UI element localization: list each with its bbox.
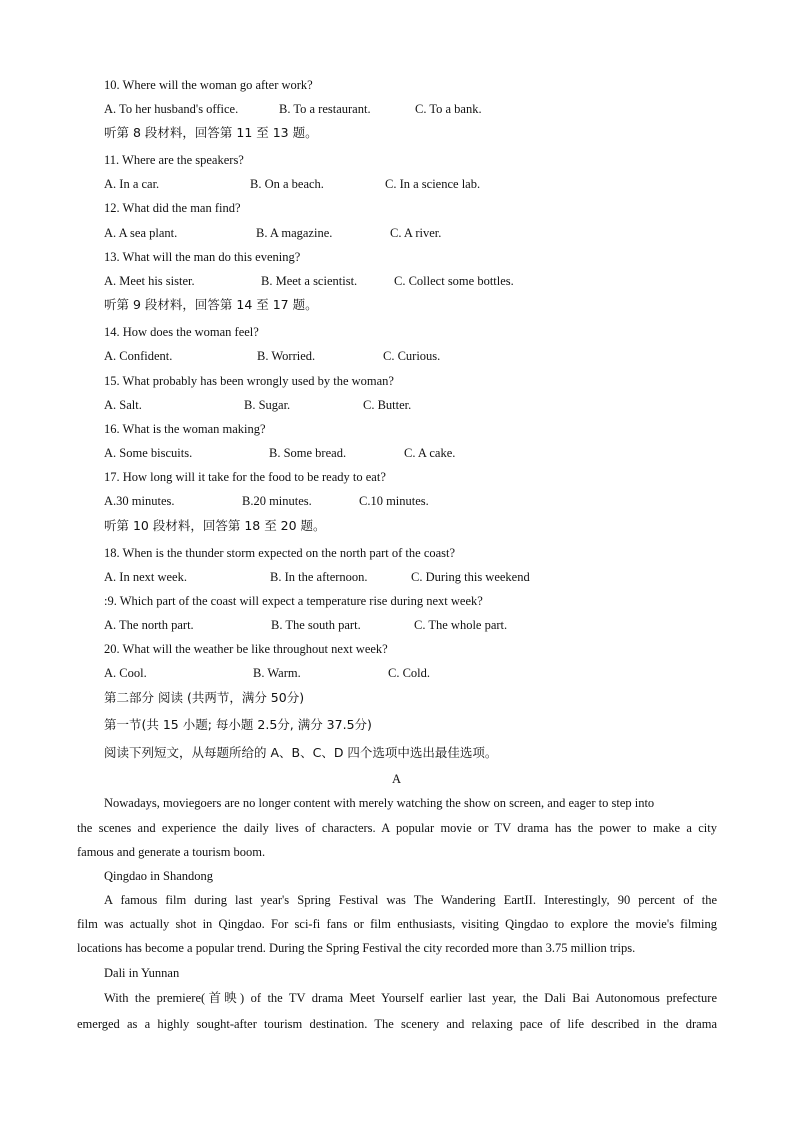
question-17: 17. How long will it take for the food to be ready to eat? xyxy=(104,470,386,484)
part2-section1: 第一节(共 15 小题; 每小题 2.5分, 满分 37.5分) xyxy=(104,717,372,732)
option-c: C. In a science lab. xyxy=(385,177,481,191)
question-11: 11. Where are the speakers? xyxy=(104,153,244,167)
passage-line: film was actually shot in Qingdao. For sci-fi fans or film enthusiasts, visiting Qingdao to explore the movie's filming xyxy=(77,917,717,931)
question-12: 12. What did the man find? xyxy=(104,201,241,215)
passage-line: the scenes and experience the daily lives of characters. A popular movie or TV drama has the power to make a city xyxy=(77,821,717,835)
option-b: B. Warm. xyxy=(253,666,301,680)
option-b: B.20 minutes. xyxy=(242,494,312,508)
option-b: B. Meet a scientist. xyxy=(261,274,358,288)
passage-letter: A xyxy=(391,772,402,786)
part2-title: 第二部分 阅读 (共两节，满分 50分) xyxy=(104,690,305,705)
passage-heading-dali: Dali in Yunnan xyxy=(104,966,180,980)
option-c: C. To a bank. xyxy=(415,102,482,116)
passage-line: locations has become a popular trend. During the Spring Festival the city recorded more than 3.75 million trips. xyxy=(77,941,636,955)
option-b: B. Some bread. xyxy=(269,446,347,460)
passage-line: A famous film during last year's Spring Festival was The Wandering EartII. Interestingly, 90 percent of the xyxy=(104,893,717,907)
passage-line: emerged as a highly sought-after tourism destination. The scenery and relaxing pace of life described in the drama xyxy=(77,1017,717,1031)
option-b: B. To a restaurant. xyxy=(279,102,371,116)
option-c: C. During this weekend xyxy=(411,570,530,584)
section-instruction-10: 听第 10 段材料，回答第 18 至 20 题。 xyxy=(104,518,326,533)
section-instruction-8: 听第 8 段材料，回答第 11 至 13 题。 xyxy=(104,125,318,140)
option-c: C. Curious. xyxy=(383,349,441,363)
option-a: A. In a car. xyxy=(104,177,160,191)
option-b: B. On a beach. xyxy=(250,177,324,191)
option-c: C. Cold. xyxy=(388,666,431,680)
question-18: 18. When is the thunder storm expected on the north part of the coast? xyxy=(104,546,456,560)
option-a: A. A sea plant. xyxy=(104,226,178,240)
option-b: B. A magazine. xyxy=(256,226,333,240)
option-a: A. Salt. xyxy=(104,398,142,412)
passage-line: With the premiere(首映) of the TV drama Meet Yourself earlier last year, the Dali Bai Autonomous prefecture xyxy=(104,991,717,1005)
question-19: :9. Which part of the coast will expect a temperature rise during next week? xyxy=(104,594,483,608)
option-a: A. In next week. xyxy=(104,570,187,584)
option-c: C. Butter. xyxy=(363,398,412,412)
passage-line: famous and generate a tourism boom. xyxy=(77,845,266,859)
option-b: B. The south part. xyxy=(271,618,361,632)
option-a: A. The north part. xyxy=(104,618,194,632)
option-a: A.30 minutes. xyxy=(104,494,175,508)
option-b: B. In the afternoon. xyxy=(270,570,368,584)
option-c: C. The whole part. xyxy=(414,618,508,632)
option-b: B. Sugar. xyxy=(244,398,291,412)
question-10: 10. Where will the woman go after work? xyxy=(104,78,313,92)
option-c: C. A cake. xyxy=(404,446,456,460)
passage-heading-qingdao: Qingdao in Shandong xyxy=(104,869,214,883)
option-c: C.10 minutes. xyxy=(359,494,429,508)
option-c: C. Collect some bottles. xyxy=(394,274,514,288)
question-14: 14. How does the woman feel? xyxy=(104,325,259,339)
option-a: A. Some biscuits. xyxy=(104,446,193,460)
passage-line: Nowadays, moviegoers are no longer content with merely watching the show on screen, and eager to step into xyxy=(104,796,655,810)
question-15: 15. What probably has been wrongly used by the woman? xyxy=(104,374,394,388)
part2-instruction: 阅读下列短文，从每题所给的 A、B、C、D 四个选项中选出最佳选项。 xyxy=(104,745,498,760)
option-a: A. Meet his sister. xyxy=(104,274,195,288)
option-b: B. Worried. xyxy=(257,349,316,363)
section-instruction-9: 听第 9 段材料，回答第 14 至 17 题。 xyxy=(104,297,318,312)
option-a: A. Confident. xyxy=(104,349,173,363)
option-c: C. A river. xyxy=(390,226,442,240)
option-a: A. To her husband's office. xyxy=(104,102,239,116)
option-a: A. Cool. xyxy=(104,666,147,680)
question-13: 13. What will the man do this evening? xyxy=(104,250,301,264)
question-16: 16. What is the woman making? xyxy=(104,422,266,436)
question-20: 20. What will the weather be like throughout next week? xyxy=(104,642,388,656)
